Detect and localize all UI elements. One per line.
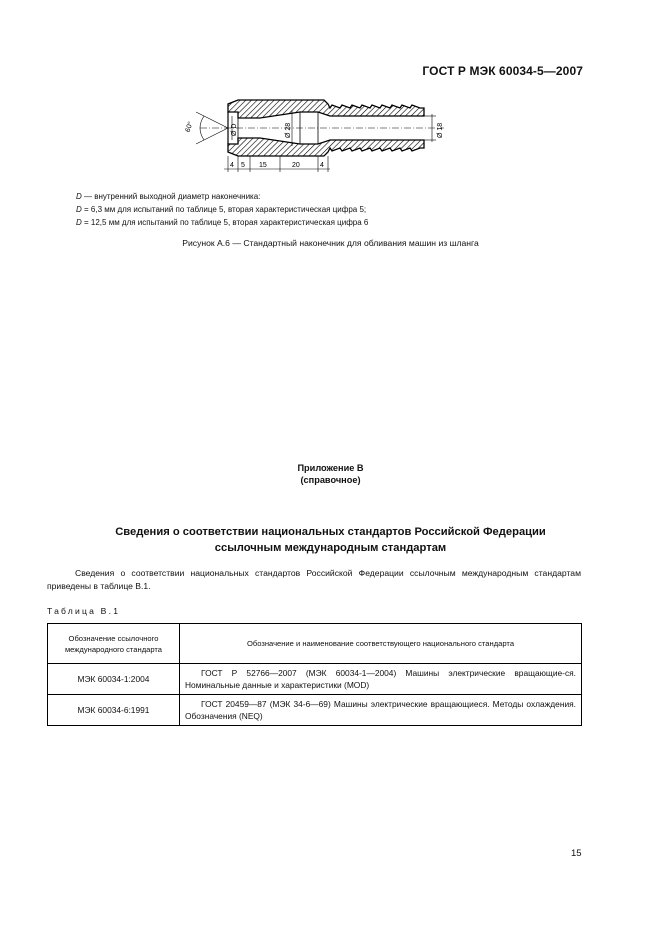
figure-caption: Рисунок А.6 — Стандартный наконечник для обливания машин из шланга — [182, 238, 479, 248]
table-header-row — [48, 624, 582, 664]
diameter-28-label: Ø 28 — [285, 122, 292, 138]
nozzle-wall-bottom — [228, 138, 424, 156]
section-heading — [0, 524, 661, 556]
table-row — [48, 664, 582, 695]
page-number: 15 — [571, 848, 582, 859]
dimension-label-1: 4 — [230, 162, 234, 169]
nozzle-wall-top — [228, 100, 424, 118]
diameter-18-label: Ø 18 — [437, 122, 444, 138]
legend-line: D = 12,5 мм для испытаний по таблице 5, вторая характеристическая цифра 6 — [76, 218, 369, 227]
table-cell-ref: МЭК 60034-6:1991 — [48, 695, 180, 726]
legend-line: D — внутренний выходной диаметр наконечника: — [76, 192, 261, 201]
dimension-label-5: 4 — [320, 162, 324, 169]
nozzle-drawing — [180, 92, 450, 174]
figure-legend — [76, 190, 368, 229]
table-cell-national: ГОСТ Р 52766—2007 (МЭК 60034-1—2004) Машины электрические вращающие-ся. Номинальные данные и характеристики (MOD) — [180, 664, 582, 695]
appendix-subtitle: (справочное) — [300, 475, 361, 485]
appendix-heading — [0, 462, 661, 486]
table-header-cell: Обозначение и наименование соответствующего национального стандарта — [180, 624, 582, 664]
table-cell-ref: МЭК 60034-1:2004 — [48, 664, 180, 695]
document-header-code: ГОСТ Р МЭК 60034-5—2007 — [422, 64, 583, 78]
angle-label: 60° — [184, 120, 195, 134]
intro-paragraph: Сведения о соответствии национальных стандартов Российской Федерации ссылочным международным стандартам приведены в таблице В.1. — [47, 568, 581, 591]
dimension-label-2: 5 — [241, 162, 245, 169]
dimension-label-3: 15 — [259, 162, 267, 169]
section-title-line-2: ссылочным международным стандартам — [214, 542, 447, 554]
diameter-d-label: Ø D — [231, 123, 238, 136]
table-header-cell: Обозначение ссылочного международного стандарта — [48, 624, 180, 664]
table-label: Таблица В.1 — [47, 606, 121, 616]
correspondence-table — [47, 623, 582, 726]
section-title-line-1: Сведения о соответствии национальных стандартов Российской Федерации — [115, 526, 546, 538]
table-cell-national: ГОСТ 20459—87 (МЭК 34-6—69) Машины электрические вращающиеся. Методы охлаждения. Обозначения (NEQ) — [180, 695, 582, 726]
appendix-title: Приложение В — [297, 463, 364, 473]
dimension-label-4: 20 — [292, 162, 300, 169]
table-row — [48, 695, 582, 726]
legend-line: D = 6,3 мм для испытаний по таблице 5, вторая характеристическая цифра 5; — [76, 205, 367, 214]
